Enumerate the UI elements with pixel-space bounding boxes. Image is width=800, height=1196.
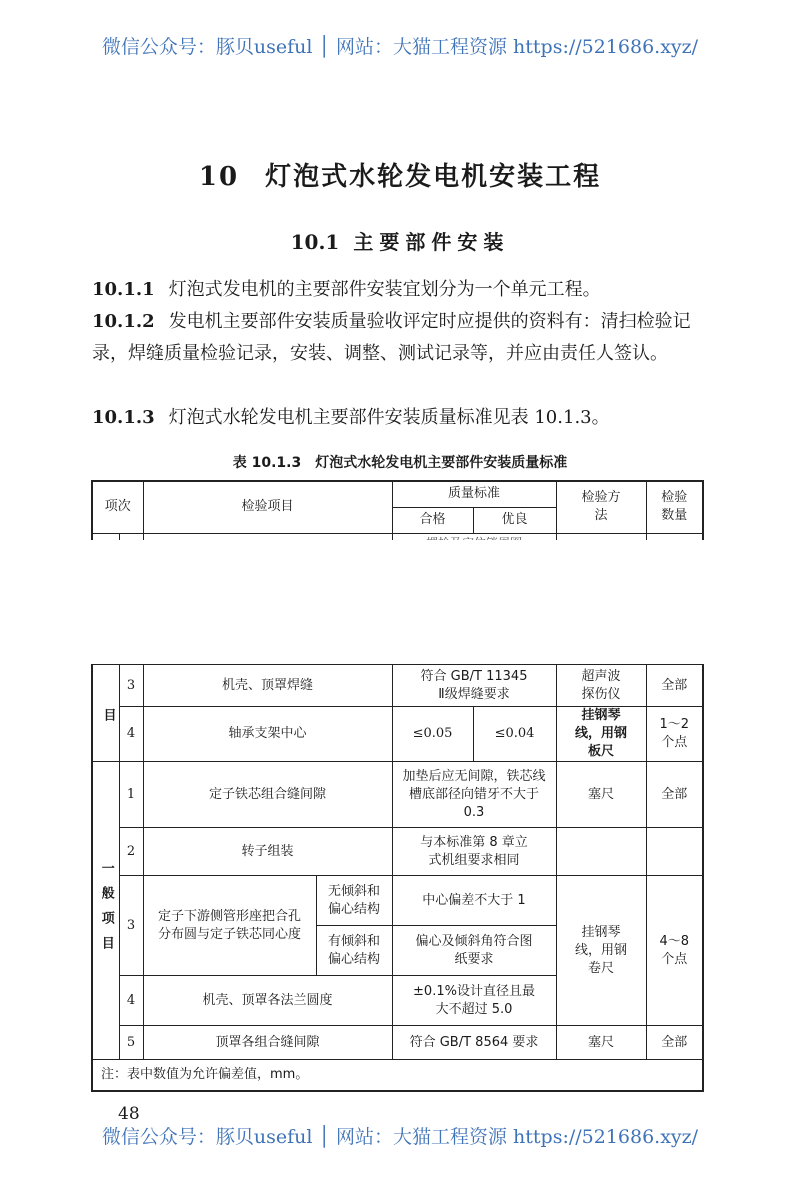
table-caption — [0, 452, 800, 472]
row-quantity: 全部 — [646, 665, 703, 707]
row-standard: 与本标准第 8 章立式机组要求相同 — [392, 828, 556, 876]
row-quantity: 4～8 个点 — [646, 876, 703, 1026]
clause-10-1-3 — [92, 402, 708, 434]
row-quantity: 1～2 个点 — [646, 707, 703, 762]
row-no: 3 — [119, 665, 143, 707]
table-row — [92, 828, 703, 876]
section-title — [0, 226, 800, 255]
clause-number: 10.1.2 — [92, 311, 155, 332]
watermark-bottom: 微信公众号：豚贝useful │ 网站：大猫工程资源 https://521686.xyz/ — [101, 1126, 699, 1148]
row-method: 塞尺 — [556, 1026, 646, 1060]
row-quantity: 全部 — [646, 762, 703, 828]
page-gap — [0, 540, 800, 664]
table-row — [92, 665, 703, 707]
row-item: 机壳、顶罩焊缝 — [143, 665, 392, 707]
clause-10-1-1 — [92, 274, 708, 306]
header-method: 检验方法 — [556, 481, 646, 533]
row-item: 转子组装 — [143, 828, 392, 876]
row-item: 顶罩各组合缝间隙 — [143, 1026, 392, 1060]
table-title: 灯泡式水轮发电机主要部件安装质量标准 — [315, 455, 568, 471]
section-name: 主要部件安装 — [353, 230, 510, 254]
row-item: 定子铁芯组合缝间隙 — [143, 762, 392, 828]
row-standard: 加垫后应无间隙，铁芯线槽底部径向错牙不大于 0.3 — [392, 762, 556, 828]
clause-text: 发电机主要部件安装质量验收评定时应提供的资料有：清扫检验记录，焊缝质量检验记录，安装、调整、测试记录等，并应由责任人签认。 — [92, 311, 691, 364]
row-no: 4 — [119, 707, 143, 762]
row-no: 2 — [119, 828, 143, 876]
header-excellent: 优良 — [473, 507, 556, 533]
row-item: 轴承支架中心 — [143, 707, 392, 762]
clause-number: 10.1.1 — [92, 279, 155, 300]
clause-number: 10.1.3 — [92, 407, 155, 428]
chapter-title — [0, 156, 800, 193]
clause-10-1-2 — [92, 306, 708, 370]
header-quality-standard: 质量标准 — [392, 481, 556, 507]
row-quantity: 全部 — [646, 1026, 703, 1060]
row-sub-condition: 有倾斜和偏心结构 — [316, 926, 392, 976]
row-qualified: ≤0.05 — [392, 707, 473, 762]
row-item: 定子下游侧管形座把合孔分布圆与定子铁芯同心度 — [143, 876, 316, 976]
row-no: 3 — [119, 876, 143, 976]
row-method: 挂钢琴线，用钢板尺 — [556, 707, 646, 762]
header-item-no: 项次 — [92, 481, 143, 533]
row-standard: 符合 GB/T 11345 Ⅱ级焊缝要求 — [392, 665, 556, 707]
chapter-number: 10 — [198, 162, 240, 192]
row-method: 塞尺 — [556, 762, 646, 828]
header-check-item: 检验项目 — [143, 481, 392, 533]
table-row — [92, 707, 703, 762]
row-quantity — [646, 828, 703, 876]
row-no: 5 — [119, 1026, 143, 1060]
row-excellent: ≤0.04 — [473, 707, 556, 762]
header-qualified: 合格 — [392, 507, 473, 533]
group-main-label: 目 — [92, 665, 119, 762]
quality-table-body — [91, 664, 704, 1092]
row-sub-standard: 偏心及倾斜角符合图纸要求 — [392, 926, 556, 976]
row-sub-standard: 中心偏差不大于 1 — [392, 876, 556, 926]
header-quantity: 检验数量 — [646, 481, 703, 533]
row-no: 4 — [119, 976, 143, 1026]
table-row — [92, 876, 703, 926]
table-row — [92, 762, 703, 828]
row-method: 超声波探伤仪 — [556, 665, 646, 707]
table-row — [92, 1026, 703, 1060]
page-number: 48 — [118, 1104, 140, 1124]
row-sub-condition: 无倾斜和偏心结构 — [316, 876, 392, 926]
group-general-label: 一般项目 — [92, 762, 119, 1060]
clause-text: 灯泡式水轮发电机主要部件安装质量标准见表 10.1.3。 — [168, 407, 610, 428]
chapter-name: 灯泡式水轮发电机安装工程 — [265, 162, 602, 192]
row-item: 机壳、顶罩各法兰圆度 — [143, 976, 392, 1026]
row-no: 1 — [119, 762, 143, 828]
row-method: 挂钢琴线，用钢卷尺 — [556, 876, 646, 1026]
row-method — [556, 828, 646, 876]
row-standard: ±0.1%设计直径且最大不超过 5.0 — [392, 976, 556, 1026]
clause-text: 灯泡式发电机的主要部件安装宜划分为一个单元工程。 — [168, 279, 601, 300]
row-standard: 符合 GB/T 8564 要求 — [392, 1026, 556, 1060]
table-note: 注：表中数值为允许偏差值，mm。 — [92, 1060, 703, 1092]
watermark-top: 微信公众号：豚贝useful │ 网站：大猫工程资源 https://521686.xyz/ — [101, 36, 699, 58]
table-number: 表 10.1.3 — [232, 455, 302, 471]
section-number: 10.1 — [290, 230, 340, 254]
